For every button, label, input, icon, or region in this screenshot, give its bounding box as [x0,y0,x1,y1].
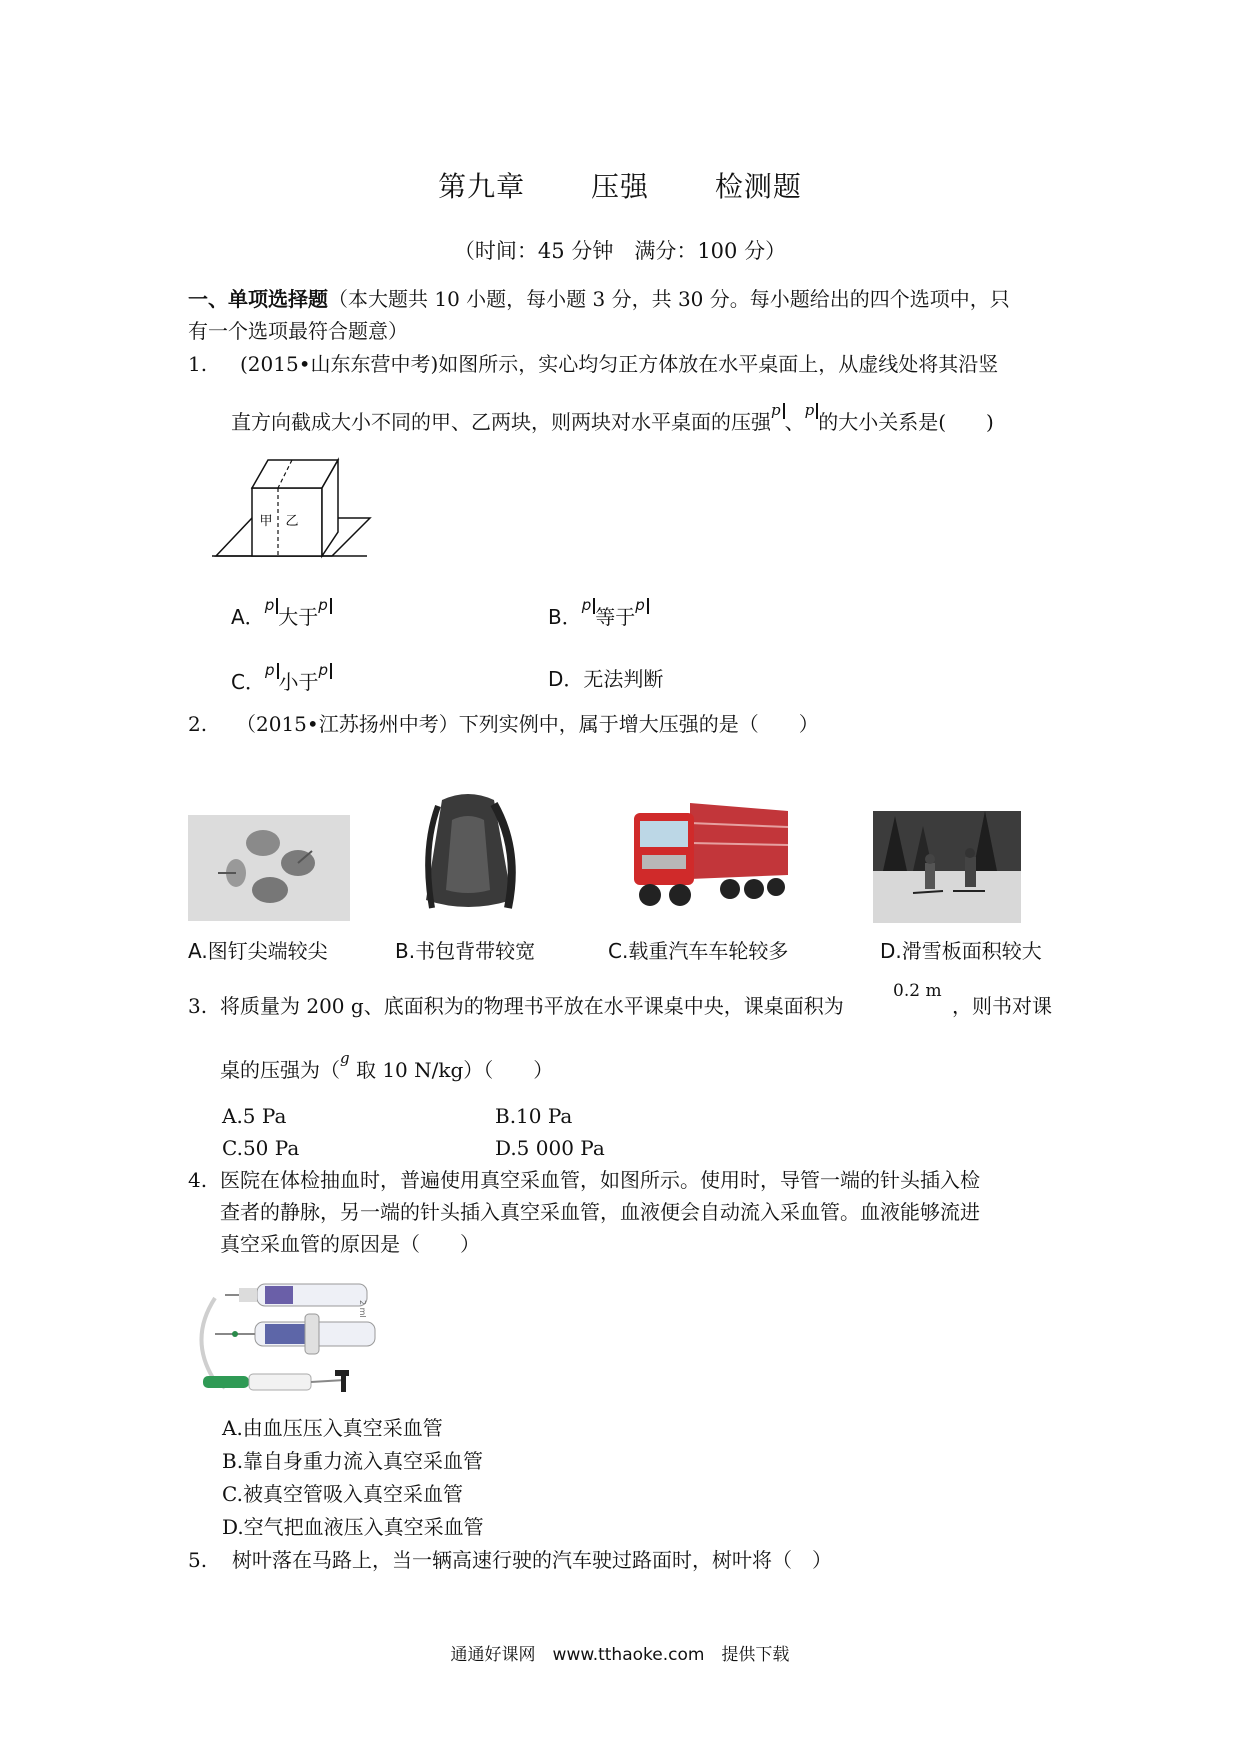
q1-option-c[interactable] [231,663,332,700]
label-jia: 甲 [259,514,273,529]
section-heading [188,283,1010,315]
q2-text: （2015•江苏扬州中考）下列实例中，属于增大压强的是（ ） [236,712,819,736]
page-title [0,165,1240,205]
option-label: C． [231,670,265,694]
p-symbol: p [804,401,815,419]
q5-number: 5. [188,1548,208,1572]
exam-meta: （时间：45 分钟 满分：100 分） [453,239,787,263]
q4-option-b[interactable]: B.靠自身重力流入真空采血管 [222,1449,484,1473]
q4-text-1: 医院在体检抽血时，普遍使用真空采血管，如图所示。使用时，导管一端的针头插入检 [220,1168,980,1192]
p-symbol: p [264,661,275,679]
q1-text-2a: 直方向截成大小不同的甲、乙两块，则两块对水平桌面的压强 [231,410,771,434]
thumbtack-icon [188,815,350,921]
q1-option-b[interactable] [548,598,649,635]
tube-label: 2 ml [358,1300,367,1318]
q3-option-a[interactable]: A.5 Pa [222,1104,287,1128]
q1-text-1: (2015•山东东营中考)如图所示，实心均匀正方体放在水平桌面上，从虚线处将其沿竖 [240,352,999,376]
p-symbol: p [771,401,781,419]
option-label: D． [548,667,584,691]
q4-option-d[interactable]: D.空气把血液压入真空采血管 [222,1515,484,1539]
q4-option-c[interactable]: C.被真空管吸入真空采血管 [222,1482,463,1506]
backpack-icon [412,790,524,920]
title-chapter: 第九章 [438,170,526,203]
section-title: 一、单项选择题 [188,287,328,311]
q5-text: 树叶落在马路上，当一辆高速行驶的汽车驶过路面时，树叶将（ ） [232,1548,832,1572]
q3-option-c[interactable]: C.50 Pa [222,1136,300,1160]
q4-text-2: 查者的静脉，另一端的针头插入真空采血管，血液便会自动流入采血管。血液能够流进 [220,1200,980,1224]
p-symbol: p [635,596,645,614]
skiers-icon [873,811,1021,923]
option-text: 无法判断 [583,667,664,691]
subscript-bar [330,598,332,614]
q3-text-1b: ，则书对课 [952,994,1052,1018]
footer-credit: 通通好课网 www.tthaoke.com 提供下载 [450,1645,790,1665]
q3-number: 3. [188,994,208,1018]
label-yi: 乙 [285,514,299,529]
p-symbol: p [581,596,592,614]
q2-option-d[interactable]: D.滑雪板面积较大 [880,939,1042,963]
subscript-bar [330,663,332,679]
title-kind: 检测题 [714,170,802,203]
q1-option-a[interactable] [231,598,332,635]
section-desc-1: （本大题共 10 小题，每小题 3 分，共 30 分。每小题给出的四个选项中，只 [328,287,1010,311]
q1-sep: 、 [784,410,805,434]
section-desc-2: 有一个选项最符合题意） [188,319,408,343]
p-symbol: p [318,596,328,614]
q2-option-b[interactable]: B.书包背带较宽 [395,939,536,963]
q2-option-a[interactable]: A.图钉尖端较尖 [188,939,328,963]
blood-tube-figure [195,1278,395,1403]
q3-option-d[interactable]: D.5 000 Pa [495,1136,605,1160]
option-label: A． [231,605,265,629]
q1-option-d[interactable] [548,663,663,695]
q3-text-2a: 桌的压强为（ [220,1058,340,1082]
q1-text-2 [231,403,994,440]
q4-number: 4. [188,1168,208,1192]
q3-text-2 [220,1049,554,1088]
q3-option-b[interactable]: B.10 Pa [495,1104,573,1128]
backpack-image [412,790,524,920]
truck-image [630,793,790,911]
title-topic: 压强 [590,170,649,203]
ski-image [873,811,1021,923]
truck-icon [630,793,790,911]
thumbtack-image [188,815,350,921]
q3-text-2b: 取 10 N/kg）（ ） [349,1058,554,1082]
q3-text-1a: 将质量为 200 g、底面积为的物理书平放在水平课桌中央，课桌面积为 [220,994,844,1018]
q1-text-2b: 的大小关系是( ) [818,410,994,434]
q2-option-c[interactable]: C.载重汽车车轮较多 [608,939,789,963]
subscript-bar [647,598,649,614]
p-symbol: p [318,661,329,679]
q4-option-a[interactable]: A.由血压压入真空采血管 [222,1416,443,1440]
p-symbol: p [264,596,275,614]
option-text: 大于 [278,605,319,629]
option-text: 小于 [278,670,319,694]
q4-text-3: 真空采血管的原因是（ ） [220,1232,480,1256]
g-symbol: g [340,1049,350,1067]
option-label: B． [548,605,582,629]
q2-number: 2. [188,712,208,736]
q1-number: 1. [188,352,208,376]
area-value: 0.2 m [893,981,942,1001]
cube-figure [212,450,372,560]
option-text: 等于 [595,605,636,629]
